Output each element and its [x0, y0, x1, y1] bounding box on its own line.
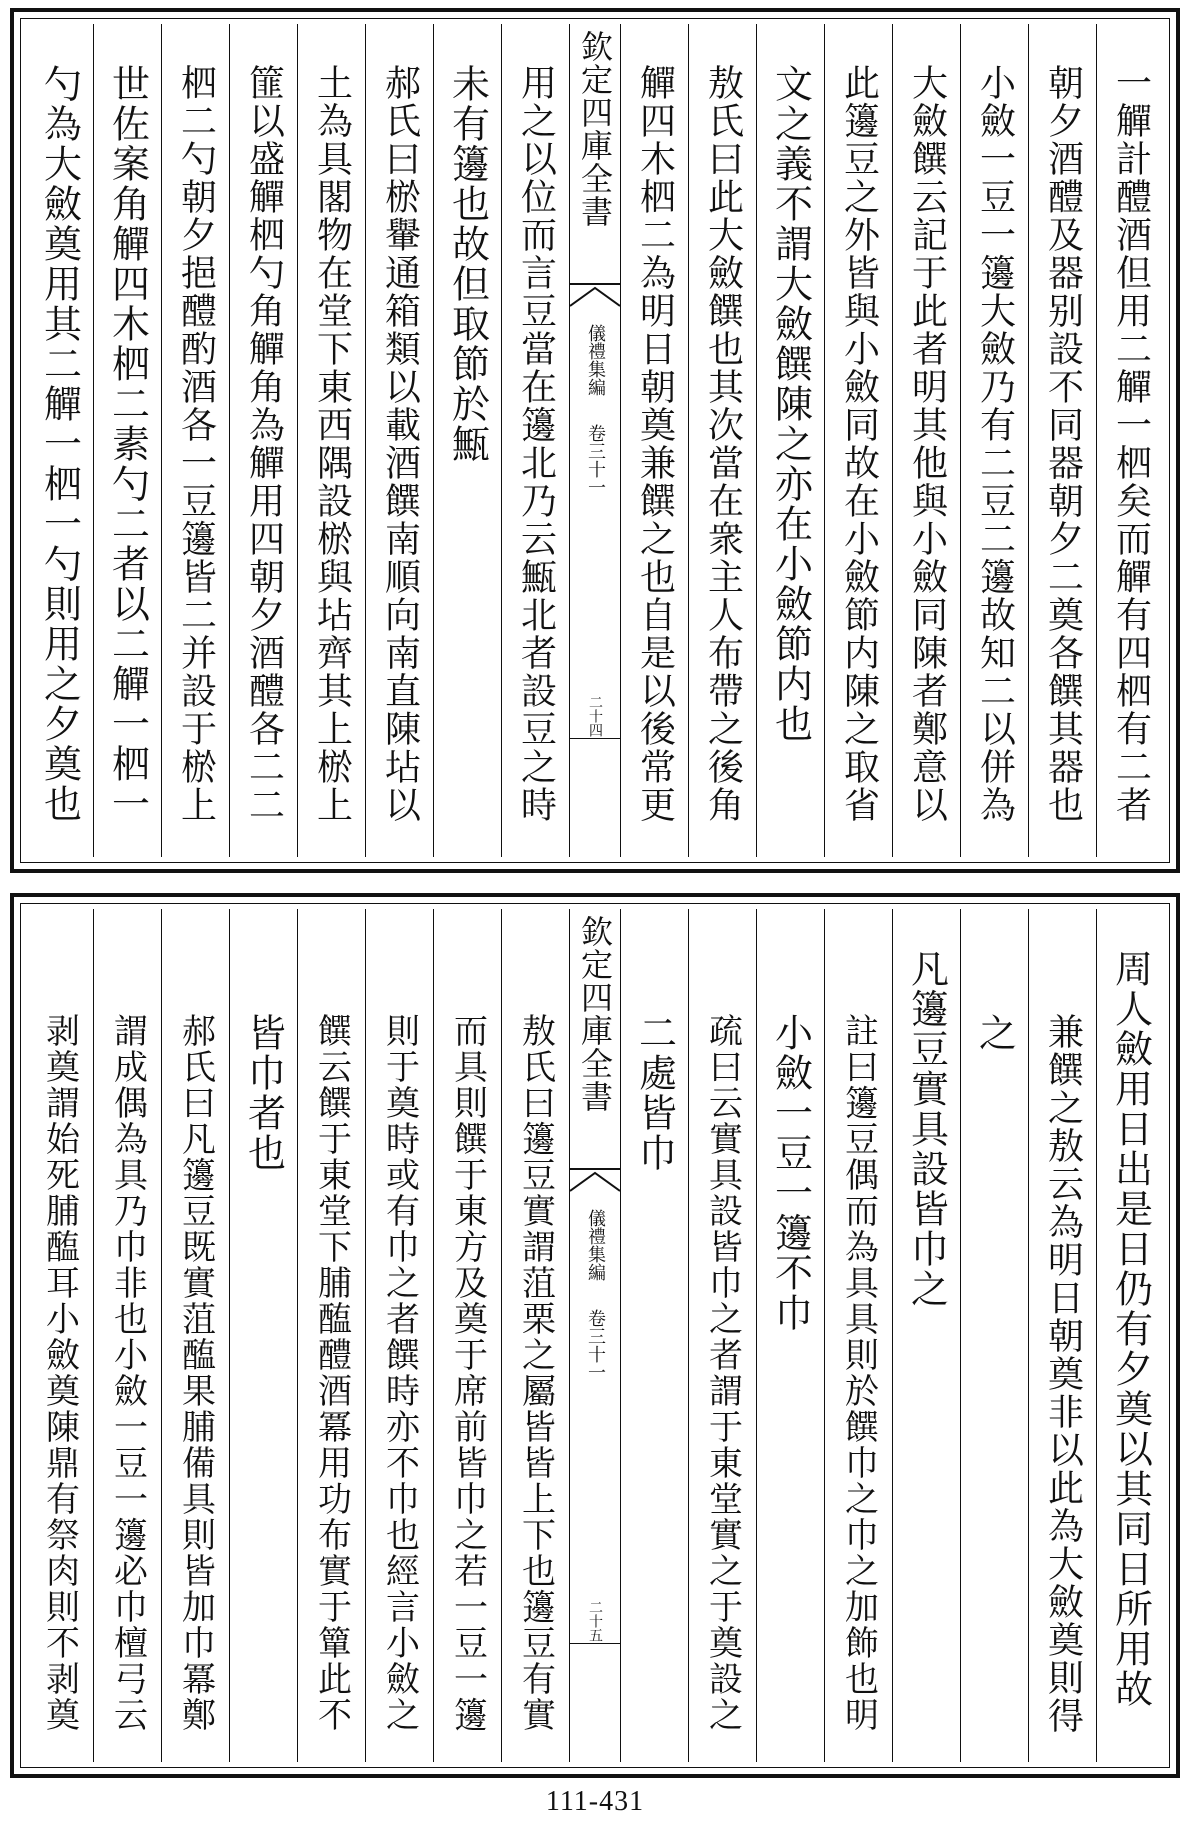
- column-text: 註曰籩豆偶而為具具則於饌巾之巾之加飾也明: [838, 1013, 879, 1733]
- text-column: [365, 24, 433, 857]
- text-column: [960, 24, 1028, 857]
- fish-tail-mark-icon: [570, 282, 620, 308]
- text-columns: [26, 909, 1164, 1762]
- series-title: 欽定四庫全書: [576, 30, 614, 228]
- page-panel-lower: [10, 893, 1180, 1778]
- fish-tail-mark-icon: [570, 1167, 620, 1193]
- column-text: 觶四木柶二為明日朝奠兼饌之也自是以後常更: [634, 64, 676, 824]
- column-text: 敖氏曰此大斂饌也其次當在衆主人布帶之後角: [702, 64, 744, 824]
- center-fold: [569, 24, 620, 857]
- text-column: [756, 24, 824, 857]
- text-column: [892, 909, 960, 1762]
- column-text: 則于奠時或有巾之者饌時亦不巾也經言小斂之: [379, 1013, 420, 1733]
- book-title: 儀禮集編: [585, 324, 606, 396]
- column-text: 柶二勺朝夕挹醴酌酒各一豆籩皆二并設于棜上: [175, 64, 217, 824]
- column-text: 此籩豆之外皆與小斂同故在小斂節内陳之取省: [838, 64, 880, 824]
- text-column: [501, 24, 569, 857]
- text-column: [1028, 24, 1096, 857]
- column-text: 郝氏曰凡籩豆既實菹醢果脯備具則皆加巾冪鄭: [175, 1013, 216, 1733]
- footer-page-number: 111-431: [545, 1786, 645, 1817]
- column-text: 小斂一豆一籩不巾: [768, 1013, 813, 1333]
- text-column: [756, 909, 824, 1762]
- text-column: [501, 909, 569, 1762]
- text-column: [433, 24, 501, 857]
- column-text: 皆巾者也: [241, 1013, 286, 1173]
- text-column: [1028, 909, 1096, 1762]
- text-column: [960, 909, 1028, 1762]
- column-text: 敖氏曰籩豆實謂菹栗之屬皆皆上下也籩豆有實: [515, 1013, 556, 1733]
- text-column: [824, 909, 892, 1762]
- text-column: [26, 909, 93, 1762]
- text-column: [297, 909, 365, 1762]
- text-columns: [26, 24, 1164, 857]
- column-text: 世佐案角觶四木柶二素勺二者以二觶一柶一: [105, 64, 150, 824]
- page-number: 二十五: [587, 1600, 603, 1642]
- column-text: 小斂一豆一籩大斂乃有二豆二籩故知二以併為: [974, 64, 1016, 824]
- column-text: 之: [972, 1013, 1017, 1053]
- text-column: [93, 24, 161, 857]
- text-column: [1096, 909, 1164, 1762]
- text-column: [433, 909, 501, 1762]
- center-fold: [569, 909, 620, 1762]
- fold-rule: [570, 1643, 620, 1644]
- text-column: [297, 24, 365, 857]
- column-text: 二處皆巾: [632, 1013, 677, 1173]
- column-text: 而具則饌于東方及奠于席前皆巾之若一豆一籩: [447, 1013, 488, 1733]
- column-text: 凡籩豆實具設皆巾之: [904, 949, 949, 1309]
- column-text: 周人斂用日出是日仍有夕奠以其同日所用故: [1108, 949, 1153, 1709]
- page-number: 二十四: [587, 695, 603, 737]
- series-title: 欽定四庫全書: [576, 915, 614, 1113]
- text-column: [161, 24, 229, 857]
- column-text: 兼饌之敖云為明日朝奠非以此為大斂奠則得: [1042, 1013, 1084, 1735]
- text-column: [1096, 24, 1164, 857]
- text-column: [161, 909, 229, 1762]
- column-text: 勺為大斂奠用其二觶一柶一勺則用之夕奠也: [37, 64, 82, 824]
- column-text: 剥奠謂始死脯醢耳小斂奠陳鼎有祭肉則不剥奠: [39, 1013, 80, 1733]
- text-column: [26, 24, 93, 857]
- column-text: 未有籩也故但取節於甒: [445, 64, 490, 464]
- volume-label: 卷三十一: [585, 424, 606, 496]
- text-column: [620, 909, 688, 1762]
- column-text: 郝氏曰棜轝通箱類以載酒饌南順向南直陳坫以: [379, 64, 421, 824]
- page-panel-upper: [10, 8, 1180, 873]
- book-title: 儀禮集編: [585, 1209, 606, 1281]
- text-column: [93, 909, 161, 1762]
- column-text: 大斂饌云記于此者明其他與小斂同陳者鄭意以: [906, 64, 948, 824]
- volume-label: 卷三十一: [585, 1309, 606, 1381]
- text-column: [688, 909, 756, 1762]
- text-column: [688, 24, 756, 857]
- column-text: 謂成偶為具乃巾非也小斂一豆一籩必巾檀弓云: [107, 1013, 148, 1733]
- column-text: 用之以位而言豆當在籩北乃云甒北者設豆之時: [515, 64, 557, 824]
- column-text: 篚以盛觶柶勺角觶角為觶用四朝夕酒醴各二二: [243, 64, 285, 824]
- fold-rule: [570, 738, 620, 739]
- text-column: [229, 24, 297, 857]
- text-column: [620, 24, 688, 857]
- column-text: 土為具閣物在堂下東西隅設棜與坫齊其上棜上: [311, 64, 353, 824]
- column-text: 饌云饌于東堂下脯醢醴酒冪用功布實于簞此不: [311, 1013, 352, 1733]
- text-column: [824, 24, 892, 857]
- text-column: [229, 909, 297, 1762]
- column-text: 一觶計醴酒但用二觶一柶矣而觶有四柶有二者: [1110, 64, 1152, 824]
- text-column: [365, 909, 433, 1762]
- column-text: 朝夕酒醴及器别設不同器朝夕二奠各饌其器也: [1042, 64, 1084, 824]
- column-text: 疏曰云實具設皆巾之者謂于東堂實之于奠設之: [702, 1013, 743, 1733]
- column-text: 文之義不謂大斂饌陳之亦在小斂節内也: [768, 64, 813, 744]
- text-column: [892, 24, 960, 857]
